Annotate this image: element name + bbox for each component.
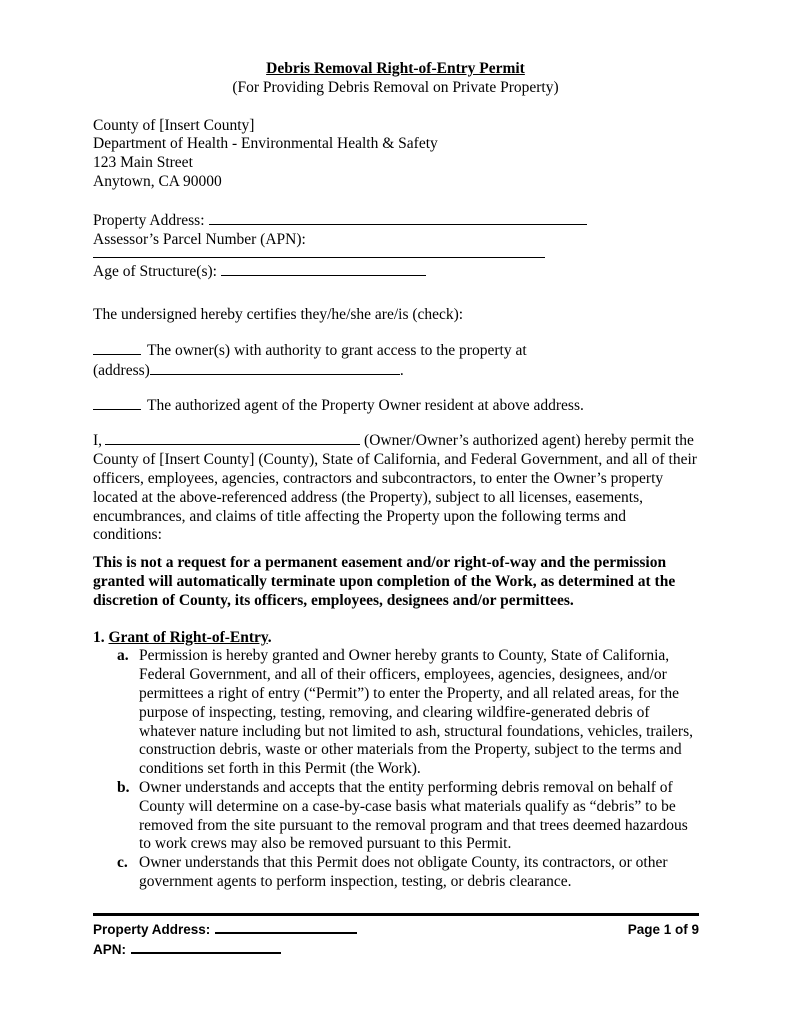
list-item-a-text: Permission is hereby granted and Owner hereby grants to County, State of California, Federal Government, and all of their officers, employees, agencies, designees, and/or permittees a right of entry (“Permit”) to enter the Property, and all related areas, for the purpose of inspecting, testing, removing, and clearing wildfire-generated debris of whatever nature including but not limited to ash, structural foundations, vehicles, trailers, construction debris, waste or other materials from the Property, subject to the terms and conditions set forth in this Permit (the Work). <box>139 647 693 778</box>
apn-field-label: Assessor’s Parcel Number (APN): <box>93 230 306 248</box>
address-blank <box>150 361 400 375</box>
page-footer <box>93 913 699 960</box>
age-of-structures-field <box>93 262 698 282</box>
owner-check-blank <box>93 341 141 355</box>
owner-option-text: The owner(s) with authority to grant access to the property at <box>147 341 527 359</box>
section-1-number: 1. <box>93 628 105 646</box>
agency-address-block <box>93 117 698 192</box>
document-title <box>93 60 698 79</box>
age-of-structures-blank <box>221 262 426 276</box>
footer-left <box>93 920 357 960</box>
permit-grant-paragraph <box>93 431 698 545</box>
agency-line-city: Anytown, CA 90000 <box>93 172 222 190</box>
footer-property-address-blank <box>215 920 357 934</box>
list-item-c-marker: c. <box>117 854 128 872</box>
list-item-b-marker: b. <box>117 778 130 796</box>
address-period: . <box>399 361 404 379</box>
section-1-period: . <box>267 628 272 646</box>
list-item-b-text: Owner understands and accepts that the entity performing debris removal on behalf of County will determine on a case-by-case basis what materials qualify as “debris” to be removed from the site pursuant to the removal program and that trees deemed hazardous to work crews may also be removed pursuant to this Permit. <box>139 778 688 853</box>
footer-apn-field <box>93 940 357 960</box>
section-1-title: Grant of Right-of-Entry <box>108 628 268 646</box>
footer-apn-label: APN: <box>93 942 126 957</box>
document-title-text: Debris Removal Right-of-Entry Permit <box>266 60 525 77</box>
list-item-c-text: Owner understands that this Permit does not obligate County, its contractors, or other government agents to perform inspection, testing, or debris clearance. <box>139 854 668 890</box>
list-item-b <box>117 779 698 854</box>
agency-line-street: 123 Main Street <box>93 154 193 172</box>
owner-name-blank <box>105 431 360 445</box>
agency-line-county: County of [Insert County] <box>93 116 255 134</box>
property-address-field <box>93 211 698 231</box>
document-subtitle: (For Providing Debris Removal on Private Property) <box>232 78 559 96</box>
footer-property-address-label: Property Address: <box>93 922 211 937</box>
apn-blank <box>93 257 545 258</box>
footer-apn-blank <box>131 940 281 954</box>
section-1-list <box>93 647 698 891</box>
agent-check-blank <box>93 396 141 410</box>
address-label: (address) <box>93 361 150 379</box>
list-item-c <box>117 854 698 892</box>
list-item-a-marker: a. <box>117 647 129 665</box>
property-address-blank <box>209 211 587 225</box>
page-number: Page 1 of 9 <box>627 922 699 937</box>
footer-property-address-field <box>93 920 357 940</box>
agent-option-text: The authorized agent of the Property Owner resident at above address. <box>147 396 584 414</box>
permit-body: (Owner/Owner’s authorized agent) hereby permit the County of [Insert County] (County), State of California, and Federal Government, and all of their officers, employees, agencies, contractors and subcontractors, to enter the Owner’s property located at the above-referenced address (the Property), subject to all licenses, easements, encumbrances, and claims of title affecting the Property upon the following terms and conditions: <box>93 432 697 544</box>
age-of-structures-label: Age of Structure(s): <box>93 263 217 281</box>
property-address-label: Property Address: <box>93 211 205 229</box>
certification-intro: The undersigned hereby certifies they/he/she are/is (check): <box>93 306 464 324</box>
section-1-heading <box>93 629 698 648</box>
agency-line-department: Department of Health - Environmental Health & Safety <box>93 135 438 153</box>
no-easement-notice: This is not a request for a permanent easement and/or right-of-way and the permission granted will automatically terminate upon completion of the Work, as determined at the discretion of County, its officers, employees, designees and/or permittees. <box>93 554 676 609</box>
footer-row <box>93 920 699 960</box>
certification-option-owner <box>93 341 698 381</box>
list-item-a <box>117 647 698 779</box>
permit-lead: I, <box>93 432 103 450</box>
certification-option-agent <box>93 396 698 416</box>
